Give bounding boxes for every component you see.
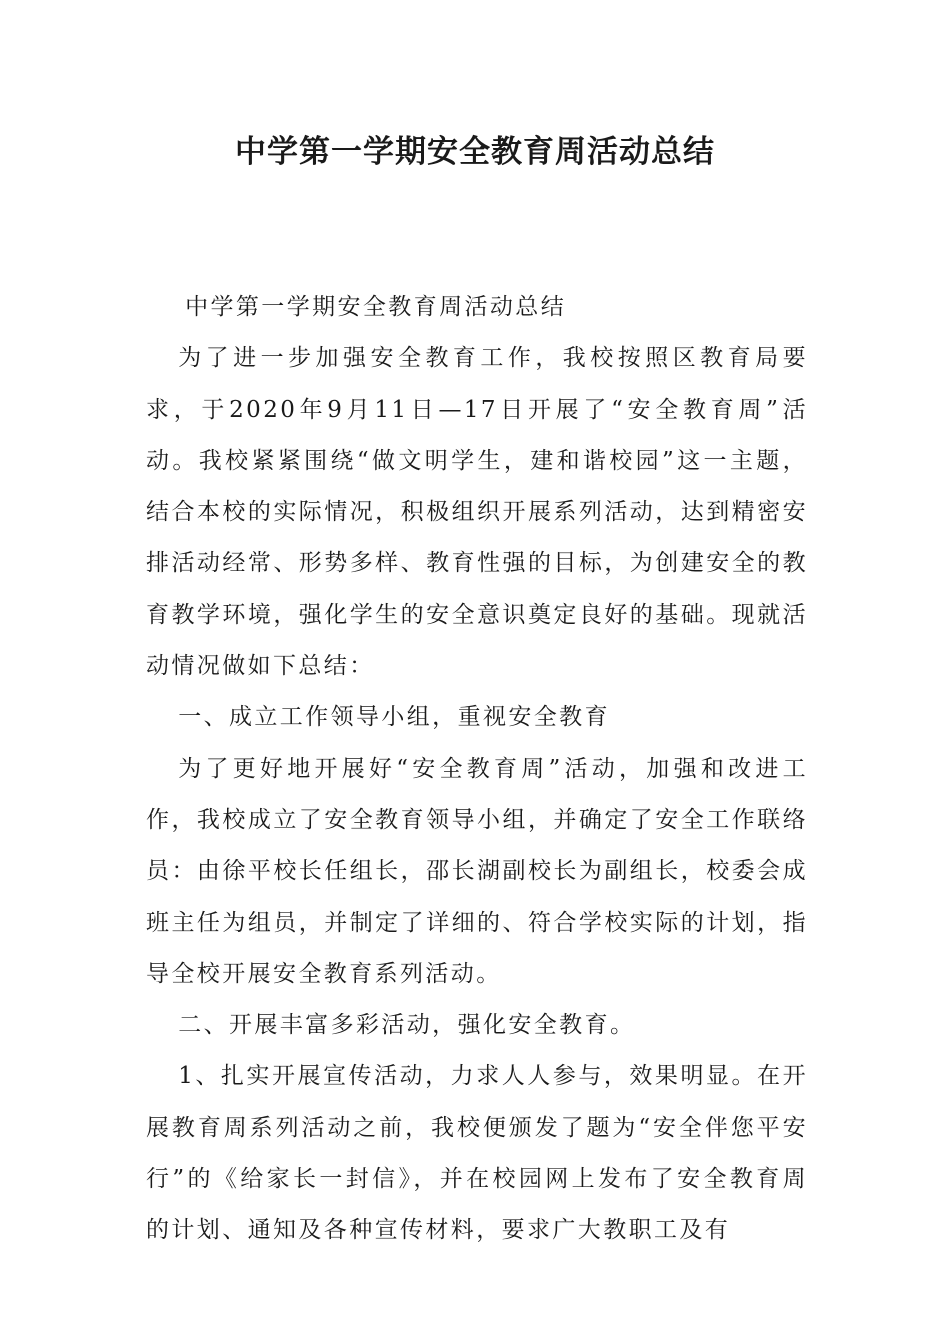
section-heading-2: 二、开展丰富多彩活动，强化安全教育。 <box>178 1012 636 1039</box>
document-title: 中学第一学期安全教育周活动总结 <box>235 134 715 170</box>
subtitle-paragraph: 中学第一学期安全教育周活动总结 <box>185 294 567 320</box>
section-heading-1: 一、成立工作领导小组，重视安全教育 <box>178 704 610 731</box>
intro-paragraph: 为了进一步加强安全教育工作，我校按照区教育局要求，于2020年9月11日—17日开展了“安全教育周”活动。我校紧紧围绕“做文明学生，建和谐校园”这一主题，结合本校的实际情况，积极组织开展系列活动，达到精密安排活动经常、形势多样、教育性强的目标，为创建安全的教育教学环境，强化学生的安全意识奠定良好的基础。现就活动情况做如下总结： <box>146 345 808 680</box>
section-1-paragraph: 为了更好地开展好“安全教育周”活动，加强和改进工作，我校成立了安全教育领导小组，并确定了安全工作联络员：由徐平校长任组长，邵长湖副校长为副组长，校委会成班主任为组员，并制定了详细的、符合学校实际的计划，指导全校开展安全教育系列活动。 <box>146 755 808 987</box>
section-2-item-1-paragraph: 1、扎实开展宣传活动，力求人人参与，效果明显。在开展教育周系列活动之前，我校便颁发了题为“安全伴您平安行”的《给家长一封信》，并在校园网上发布了安全教育周的计划、通知及各种宣传材料，要求广大教职工及有 <box>146 1063 808 1244</box>
document-body <box>146 282 808 1257</box>
